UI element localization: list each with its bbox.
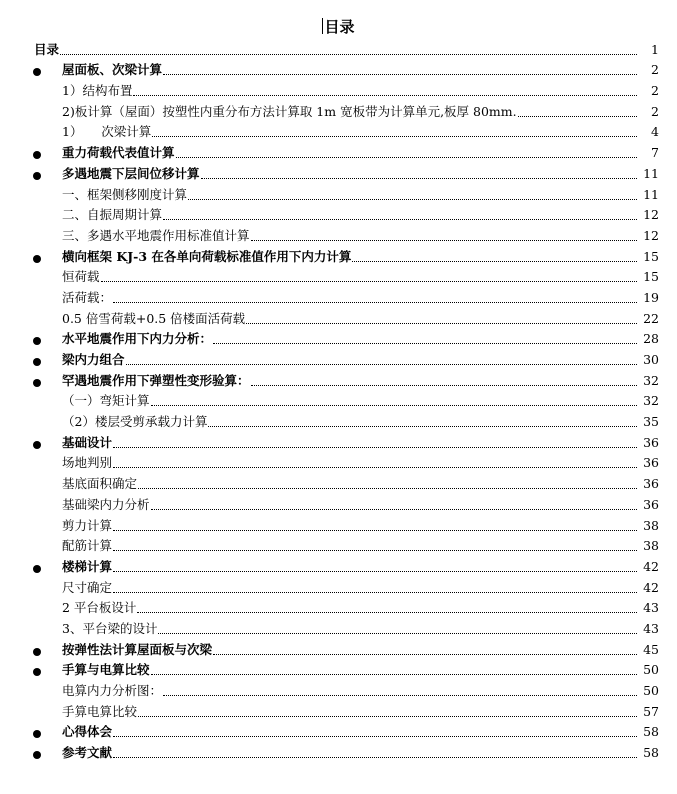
toc-page-number[interactable]: 12: [643, 227, 659, 243]
toc-dot-leader: [113, 447, 637, 448]
toc-entry[interactable]: [0, 472, 677, 493]
bullet-icon: [33, 648, 41, 656]
toc-dot-leader: [163, 219, 637, 220]
toc-dot-leader: [138, 488, 637, 489]
toc-entry[interactable]: [0, 79, 677, 100]
toc-entry[interactable]: [0, 493, 677, 514]
toc-entry[interactable]: [0, 38, 677, 59]
toc-entry[interactable]: [0, 162, 677, 183]
toc-dot-leader: [113, 302, 637, 303]
toc-dot-leader: [163, 695, 637, 696]
toc-dot-leader: [208, 426, 637, 427]
bullet-icon: [33, 730, 41, 738]
toc-entry[interactable]: [0, 617, 677, 638]
toc-page-number[interactable]: 32: [643, 372, 659, 388]
toc-page-number[interactable]: 38: [643, 538, 659, 554]
toc-entry-label[interactable]: 3、平台梁的设计: [62, 620, 158, 636]
toc-entry[interactable]: [0, 59, 677, 80]
toc-entry[interactable]: [0, 741, 677, 762]
toc-dot-leader: [176, 157, 637, 158]
toc-page-number[interactable]: 1: [651, 41, 659, 57]
toc-page-number[interactable]: 2: [651, 83, 659, 99]
toc-page-number[interactable]: 15: [643, 248, 659, 264]
toc-entry-label[interactable]: 多遇地震下层间位移计算: [62, 165, 200, 181]
toc-dot-leader: [213, 343, 637, 344]
toc-page-number[interactable]: 36: [643, 455, 659, 471]
bullet-icon: [33, 151, 41, 159]
toc-dot-leader: [201, 178, 637, 179]
toc-page-number[interactable]: 38: [643, 517, 659, 533]
toc-entry-label[interactable]: 目录: [34, 41, 60, 57]
toc-page-number[interactable]: 42: [643, 558, 659, 574]
toc-page-number[interactable]: 36: [643, 434, 659, 450]
toc-dot-leader: [246, 323, 637, 324]
toc-page-number[interactable]: 4: [651, 124, 659, 140]
toc-entry[interactable]: [0, 535, 677, 556]
toc-entry-label[interactable]: 1）结构布置: [62, 83, 133, 99]
toc-entry[interactable]: [0, 576, 677, 597]
toc-page-number[interactable]: 28: [643, 331, 659, 347]
toc-entry[interactable]: [0, 721, 677, 742]
toc-entry-label[interactable]: 0.5 倍雪荷载+0.5 倍楼面活荷载: [62, 310, 246, 326]
toc-page-number[interactable]: 35: [643, 414, 659, 430]
bullet-icon: [33, 358, 41, 366]
toc-entry-label[interactable]: 三、多遇水平地震作用标准值计算: [62, 227, 250, 243]
bullet-icon: [33, 668, 41, 676]
toc-dot-leader: [188, 199, 637, 200]
toc-entry[interactable]: [0, 700, 677, 721]
toc-dot-leader: [133, 95, 637, 96]
toc-entry[interactable]: [0, 224, 677, 245]
toc-entry-label[interactable]: 梁内力组合: [62, 352, 125, 367]
toc-entry[interactable]: [0, 431, 677, 452]
toc-page-number[interactable]: 36: [643, 496, 659, 512]
toc-dot-leader: [113, 550, 637, 551]
toc-entry-label[interactable]: 一、框架侧移刚度计算: [62, 186, 188, 202]
toc-entry-label[interactable]: （一）弯矩计算: [62, 393, 150, 409]
toc-entry[interactable]: [0, 410, 677, 431]
toc-page-number[interactable]: 12: [643, 207, 659, 223]
toc-page-number[interactable]: 19: [643, 289, 659, 305]
toc-entry[interactable]: [0, 286, 677, 307]
toc-entry-label[interactable]: 恒荷载: [62, 269, 100, 285]
toc-page-number[interactable]: 2: [651, 103, 659, 119]
toc-dot-leader: [518, 116, 637, 117]
toc-dot-leader: [113, 571, 637, 572]
toc-page-number[interactable]: 36: [643, 476, 659, 492]
toc-entry-label[interactable]: 配筋计算: [62, 538, 113, 554]
toc-entry[interactable]: [0, 328, 677, 349]
toc-entry-label[interactable]: 尺寸确定: [62, 579, 113, 595]
toc-page-number[interactable]: 58: [643, 724, 659, 740]
toc-dot-leader: [152, 136, 637, 137]
toc-page-number[interactable]: 22: [643, 310, 659, 326]
toc-entry-label[interactable]: 按弹性法计算屋面板与次梁: [62, 641, 213, 657]
toc-dot-leader: [60, 54, 637, 55]
bullet-icon: [33, 379, 41, 387]
toc-page-number[interactable]: 32: [643, 393, 659, 409]
toc-dot-leader: [352, 261, 637, 262]
toc-dot-leader: [113, 736, 637, 737]
toc-entry-label[interactable]: 二、自振周期计算: [62, 207, 163, 223]
toc-entry-label[interactable]: 罕遇地震作用下弹塑性变形验算：: [62, 372, 250, 388]
toc-entry-label[interactable]: 心得体会: [62, 724, 113, 740]
toc-entry[interactable]: [0, 514, 677, 535]
toc-page-number[interactable]: 50: [643, 683, 659, 698]
toc-entry[interactable]: [0, 121, 677, 142]
toc-entry[interactable]: [0, 183, 677, 204]
toc-dot-leader: [151, 674, 637, 675]
toc-page-number[interactable]: 43: [643, 600, 659, 616]
toc-entry[interactable]: [0, 266, 677, 287]
toc-page-number[interactable]: 30: [643, 352, 659, 367]
toc-entry[interactable]: [0, 204, 677, 225]
toc-entry[interactable]: [0, 555, 677, 576]
toc-page-number[interactable]: 15: [643, 269, 659, 285]
toc-entry-label[interactable]: 手算电算比较: [62, 703, 138, 719]
toc-dot-leader: [158, 633, 637, 634]
toc-entry-label[interactable]: 手算与电算比较: [62, 662, 150, 678]
toc-entry-label[interactable]: 横向框架 KJ-3 在各单向荷载标准值作用下内力计算: [62, 248, 352, 264]
toc-entry-label[interactable]: 重力荷载代表值计算: [62, 145, 175, 161]
toc-dot-leader: [213, 654, 637, 655]
toc-page-number[interactable]: 11: [643, 165, 659, 181]
toc-page-number[interactable]: 42: [643, 579, 659, 595]
toc-entry[interactable]: [0, 638, 677, 659]
bullet-icon: [33, 68, 41, 76]
toc-entry[interactable]: [0, 141, 677, 162]
toc-entry[interactable]: [0, 348, 677, 369]
toc-page-number[interactable]: 7: [651, 145, 659, 161]
toc-dot-leader: [138, 716, 637, 717]
toc-entry-label[interactable]: （2）楼层受剪承载力计算: [62, 414, 208, 430]
toc-dot-leader: [113, 530, 637, 531]
toc-entry-label[interactable]: 电算内力分析图：: [62, 683, 163, 698]
bullet-icon: [33, 565, 41, 573]
toc-entry[interactable]: [0, 390, 677, 411]
bullet-icon: [33, 172, 41, 180]
toc-entry[interactable]: [0, 307, 677, 328]
toc-entry[interactable]: [0, 679, 677, 700]
toc-page-number[interactable]: 57: [643, 703, 659, 719]
toc-dot-leader: [137, 612, 637, 613]
toc-entry-label[interactable]: 剪力计算: [62, 517, 113, 533]
toc-entry-label[interactable]: 基底面积确定: [62, 476, 138, 492]
toc-entry-label[interactable]: 2)板计算（屋面）按塑性内重分布方法计算取 1m 宽板带为计算单元,板厚 80mm.: [62, 103, 517, 119]
toc-dot-leader: [251, 240, 637, 241]
toc-entry[interactable]: [0, 369, 677, 390]
toc-entry-label[interactable]: 参考文献: [62, 745, 113, 761]
toc-entry[interactable]: [0, 452, 677, 473]
toc-dot-leader: [113, 757, 637, 758]
toc-page-number[interactable]: 11: [643, 186, 659, 202]
toc-entry-label[interactable]: 活荷载：: [62, 289, 113, 305]
toc-entry[interactable]: [0, 100, 677, 121]
toc-page-number[interactable]: 50: [643, 662, 659, 678]
toc-entry-label[interactable]: 楼梯计算: [62, 558, 113, 574]
toc-entry-label[interactable]: 水平地震作用下内力分析：: [62, 331, 213, 347]
bullet-icon: [33, 751, 41, 759]
bullet-icon: [33, 337, 41, 345]
toc-entry[interactable]: [0, 245, 677, 266]
toc-entry-label[interactable]: 基础梁内力分析: [62, 496, 150, 512]
toc-dot-leader: [126, 364, 637, 365]
toc-dot-leader: [151, 509, 637, 510]
toc-entry[interactable]: [0, 659, 677, 680]
toc-dot-leader: [163, 74, 637, 75]
toc-entry-label[interactable]: 屋面板、次梁计算: [62, 62, 163, 78]
toc-page-number[interactable]: 2: [651, 62, 659, 78]
toc-page-number[interactable]: 45: [643, 641, 659, 657]
document-title-text: 目录: [324, 18, 355, 36]
toc-dot-leader: [101, 281, 637, 282]
toc-entry-label[interactable]: 基础设计: [62, 434, 113, 450]
table-of-contents: [0, 38, 677, 762]
bullet-icon: [33, 441, 41, 449]
toc-dot-leader: [151, 405, 637, 406]
toc-dot-leader: [113, 592, 637, 593]
bullet-icon: [33, 255, 41, 263]
toc-dot-leader: [113, 467, 637, 468]
document-title: [0, 17, 677, 37]
toc-entry-label[interactable]: 1） 次梁计算: [62, 124, 152, 140]
toc-entry[interactable]: [0, 597, 677, 618]
toc-entry-label[interactable]: 场地判别: [62, 455, 113, 471]
toc-page-number[interactable]: 58: [643, 745, 659, 761]
toc-page-number[interactable]: 43: [643, 620, 659, 636]
toc-dot-leader: [251, 385, 637, 386]
toc-entry-label[interactable]: 2 平台板设计: [62, 600, 137, 616]
